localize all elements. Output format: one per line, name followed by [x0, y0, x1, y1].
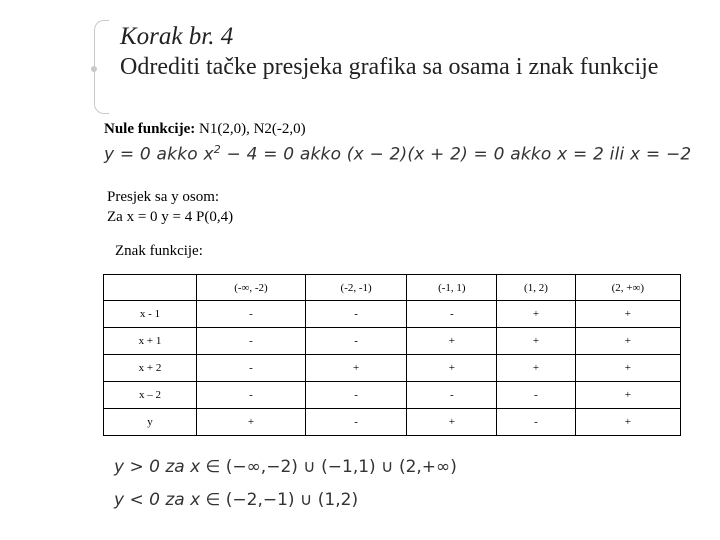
sign-cell: + [575, 409, 680, 436]
sign-cell: - [305, 301, 406, 328]
row-label: x - 1 [104, 301, 197, 328]
sign-cell: + [497, 301, 575, 328]
zeros-value: N1(2,0), N2(-2,0) [199, 121, 306, 137]
sign-cell: - [407, 301, 497, 328]
sign-cell: - [305, 382, 406, 409]
positive-interval-line [114, 457, 457, 477]
sign-cell: + [575, 382, 680, 409]
sign-cell: + [407, 355, 497, 382]
sign-cell: - [407, 382, 497, 409]
sign-cell: - [197, 301, 306, 328]
page-subtitle: Odrediti tačke presjeka grafika sa osama i znak funkcije [120, 54, 659, 80]
sign-cell: - [305, 409, 406, 436]
sign-cell: + [575, 301, 680, 328]
zeros-label: Nule funkcije: [104, 121, 196, 137]
row-label: x + 1 [104, 328, 197, 355]
row-label: y [104, 409, 197, 436]
sign-cell: - [197, 355, 306, 382]
table-row [104, 328, 681, 355]
sign-cell: + [407, 409, 497, 436]
positive-lhs: y > 0 za x [114, 457, 201, 477]
equation-part2: − 4 = 0 akko (x − 2)(x + 2) = 0 akko x = 2 ili x = −2 [220, 144, 692, 165]
table-header-row [104, 275, 681, 301]
sign-cell: + [197, 409, 306, 436]
element-of-icon: ∈ [205, 490, 221, 510]
interval-header: (1, 2) [497, 275, 575, 301]
sign-cell: + [497, 328, 575, 355]
sign-cell: - [197, 382, 306, 409]
interval-header: (-∞, -2) [197, 275, 306, 301]
sign-cell: - [305, 328, 406, 355]
equation-part1: y = 0 akko x [104, 144, 214, 165]
sign-cell: + [575, 355, 680, 382]
sign-cell: + [497, 355, 575, 382]
y-intercept-label: Presjek sa y osom: [107, 189, 220, 205]
sign-cell: + [305, 355, 406, 382]
sign-cell: - [497, 409, 575, 436]
title-bracket-dot [91, 66, 97, 72]
interval-header: (-2, -1) [305, 275, 406, 301]
negative-lhs: y < 0 za x [114, 490, 201, 510]
page-title: Korak br. 4 [120, 23, 234, 50]
equation-exponent: 2 [213, 143, 221, 156]
element-of-icon: ∈ [205, 457, 221, 477]
row-label: x + 2 [104, 355, 197, 382]
table-row [104, 382, 681, 409]
sign-cell: - [497, 382, 575, 409]
positive-rhs: (−∞,−2) ∪ (−1,1) ∪ (2,+∞) [225, 457, 457, 477]
zeros-line [104, 120, 306, 138]
table-row [104, 355, 681, 382]
interval-header: (2, +∞) [575, 275, 680, 301]
interval-header: (-1, 1) [407, 275, 497, 301]
table-row [104, 301, 681, 328]
sign-section-label: Znak funkcije: [115, 243, 203, 259]
negative-interval-line [114, 490, 358, 510]
row-label: x – 2 [104, 382, 197, 409]
sign-cell: + [575, 328, 680, 355]
y-intercept-detail: Za x = 0 y = 4 P(0,4) [107, 209, 234, 225]
table-row [104, 409, 681, 436]
negative-rhs: (−2,−1) ∪ (1,2) [225, 490, 359, 510]
sign-cell: - [197, 328, 306, 355]
table-corner-cell [104, 275, 197, 301]
zeros-equation [104, 143, 691, 165]
sign-cell: + [407, 328, 497, 355]
sign-table [103, 274, 681, 436]
